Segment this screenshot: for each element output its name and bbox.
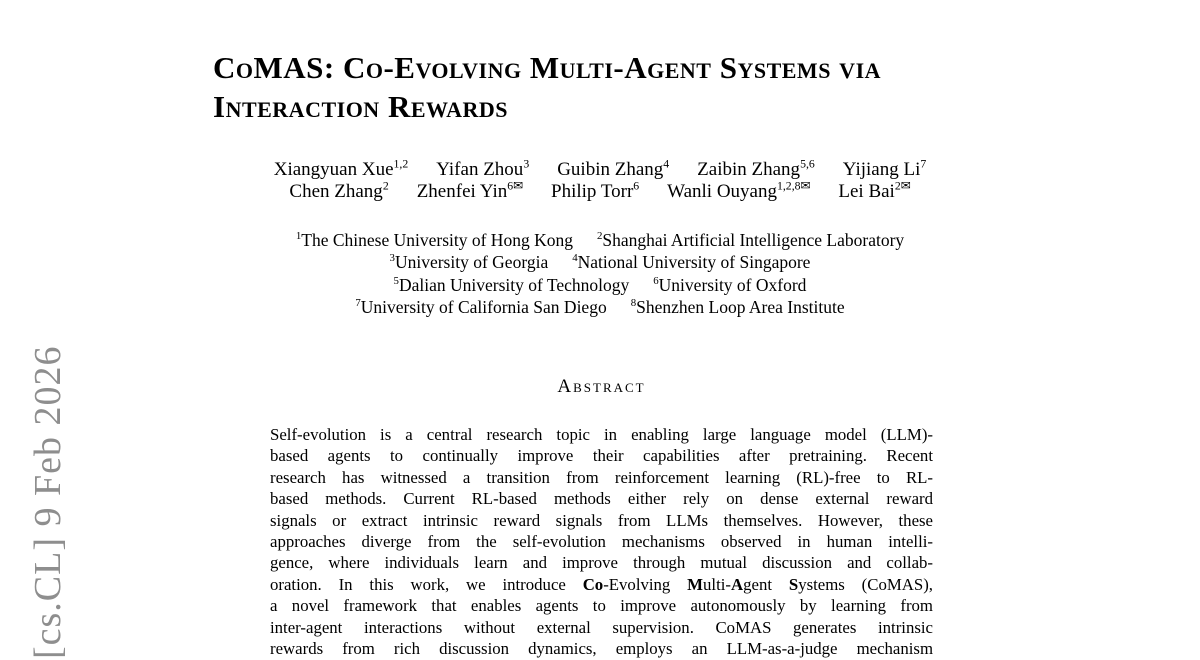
abstract-text-segment: rewards from rich discussion dynamics, employs an LLM-as-a-judge mechanism xyxy=(270,638,933,658)
author-superscript: 1,2,8✉ xyxy=(776,179,811,193)
abstract-text-segment: research has witnessed a transition from reinforcement learning (RL)-free to RL- xyxy=(270,467,933,487)
abstract-text-segment: gence, where individuals learn and improve through mutual discussion and collab- xyxy=(270,553,933,573)
affiliation-entry xyxy=(394,274,630,296)
abstract-line xyxy=(270,425,933,446)
author-entry xyxy=(557,159,669,181)
abstract-text-segment: ulti- xyxy=(703,574,731,594)
affiliation-superscript: 2 xyxy=(596,230,603,243)
abstract-heading: Abstract xyxy=(557,376,646,397)
author-entry xyxy=(551,181,639,203)
paper-title-line1: CoMAS: Co-Evolving Multi-Agent Systems via xyxy=(213,50,882,85)
author-entry xyxy=(667,181,810,203)
affiliation-superscript: 8 xyxy=(630,297,637,310)
affiliation-name: University of Oxford xyxy=(658,274,807,295)
affiliation-superscript: 6 xyxy=(653,274,659,287)
author-superscript: 2✉ xyxy=(894,179,911,193)
affiliation-line xyxy=(180,229,1020,251)
author-name: Philip Torr xyxy=(551,181,634,202)
author-entry xyxy=(417,181,523,203)
abstract-line xyxy=(270,575,933,596)
affiliation-line xyxy=(180,296,1020,318)
author-line xyxy=(205,181,995,203)
abstract-text-segment: signals or extract intrinsic reward signals from LLMs themselves. However, these xyxy=(270,510,933,530)
abstract-line xyxy=(270,618,933,639)
author-name: Zaibin Zhang xyxy=(697,159,801,180)
affiliation-name: University of Georgia xyxy=(394,252,549,273)
author-entry xyxy=(289,181,388,203)
abstract-text-segment: S xyxy=(788,574,799,594)
affiliation-line xyxy=(180,274,1020,296)
author-line xyxy=(205,159,995,181)
author-superscript: 1,2 xyxy=(393,157,409,171)
author-name: Xiangyuan Xue xyxy=(273,159,394,180)
abstract-line xyxy=(270,511,933,532)
author-superscript: 7 xyxy=(920,157,927,171)
author-entry xyxy=(843,159,926,181)
abstract-line xyxy=(270,553,933,574)
author-name: Chen Zhang xyxy=(289,181,383,202)
author-block xyxy=(205,159,995,203)
affiliation-entry xyxy=(597,229,904,251)
abstract-text-segment: Co xyxy=(582,574,604,594)
abstract-line xyxy=(270,446,933,467)
affiliation-name: Dalian University of Technology xyxy=(398,274,630,295)
author-entry xyxy=(274,159,409,181)
abstract-line xyxy=(270,639,933,660)
affiliation-superscript: 4 xyxy=(572,252,578,265)
abstract-text-segment: oration. In this work, we introduce xyxy=(270,574,583,594)
affiliation-entry xyxy=(355,296,606,318)
author-name: Yifan Zhou xyxy=(436,159,524,180)
author-entry xyxy=(697,159,815,181)
affiliation-name: University of California San Diego xyxy=(360,297,607,318)
author-entry xyxy=(838,181,910,203)
affiliation-superscript: 7 xyxy=(355,297,361,310)
abstract-text-segment: Self-evolution is a central research topic in enabling large language model (LLM)- xyxy=(270,425,933,444)
abstract-text-segment: based agents to continually improve their capabilities after pretraining. Recent xyxy=(270,446,933,466)
author-superscript: 5,6 xyxy=(800,157,815,171)
affiliation-entry xyxy=(653,274,806,296)
abstract-body xyxy=(270,425,933,660)
abstract-text-segment: based methods. Current RL-based methods either rely on dense external reward xyxy=(270,489,933,509)
author-entry xyxy=(436,159,529,181)
author-superscript: 6 xyxy=(633,179,640,193)
affiliation-entry xyxy=(390,251,549,273)
abstract-text-segment: A xyxy=(730,574,744,594)
author-superscript: 4 xyxy=(663,157,670,171)
affiliation-superscript: 1 xyxy=(295,230,302,243)
paper-title-line2: Interaction Rewards xyxy=(213,89,508,124)
abstract-text-segment: -Evolving xyxy=(603,574,688,594)
affiliation-line xyxy=(180,251,1020,273)
affiliation-name: Shanghai Artificial Intelligence Laboratory xyxy=(602,230,905,250)
author-name: Zhenfei Yin xyxy=(416,181,508,202)
author-superscript: 3 xyxy=(523,157,530,171)
author-superscript: 6✉ xyxy=(507,179,524,193)
abstract-text-segment: approaches diverge from the self-evolution mechanisms observed in human intelli- xyxy=(270,531,933,551)
affiliation-superscript: 5 xyxy=(393,274,399,287)
affiliation-name: Shenzhen Loop Area Institute xyxy=(636,297,845,318)
affiliation-entry xyxy=(296,229,573,251)
affiliation-block xyxy=(180,229,1020,319)
author-name: Lei Bai xyxy=(838,181,895,202)
abstract-text-segment: gent xyxy=(743,574,789,594)
affiliation-name: National University of Singapore xyxy=(577,252,811,273)
abstract-text-segment: inter-agent interactions without external supervision. CoMAS generates intrinsic xyxy=(270,617,933,637)
author-superscript: 2 xyxy=(382,179,389,193)
abstract-line xyxy=(270,489,933,510)
abstract-line xyxy=(270,468,933,489)
abstract-text-segment: ystems (CoMAS), xyxy=(798,574,933,594)
abstract-line xyxy=(270,596,933,617)
paper-title xyxy=(213,48,881,126)
abstract-text-segment: a novel framework that enables agents to improve autonomously by learning from xyxy=(270,596,933,616)
author-name: Wanli Ouyang xyxy=(667,181,777,202)
arxiv-watermark: [cs.CL] 9 Feb 2026 xyxy=(27,345,69,659)
abstract-line xyxy=(270,532,933,553)
affiliation-name: The Chinese University of Hong Kong xyxy=(301,230,573,250)
affiliation-superscript: 3 xyxy=(389,252,395,265)
author-name: Guibin Zhang xyxy=(557,159,664,180)
abstract-text-segment: M xyxy=(687,574,704,594)
author-name: Yijiang Li xyxy=(842,159,921,180)
affiliation-entry xyxy=(631,296,845,318)
affiliation-entry xyxy=(572,251,810,273)
